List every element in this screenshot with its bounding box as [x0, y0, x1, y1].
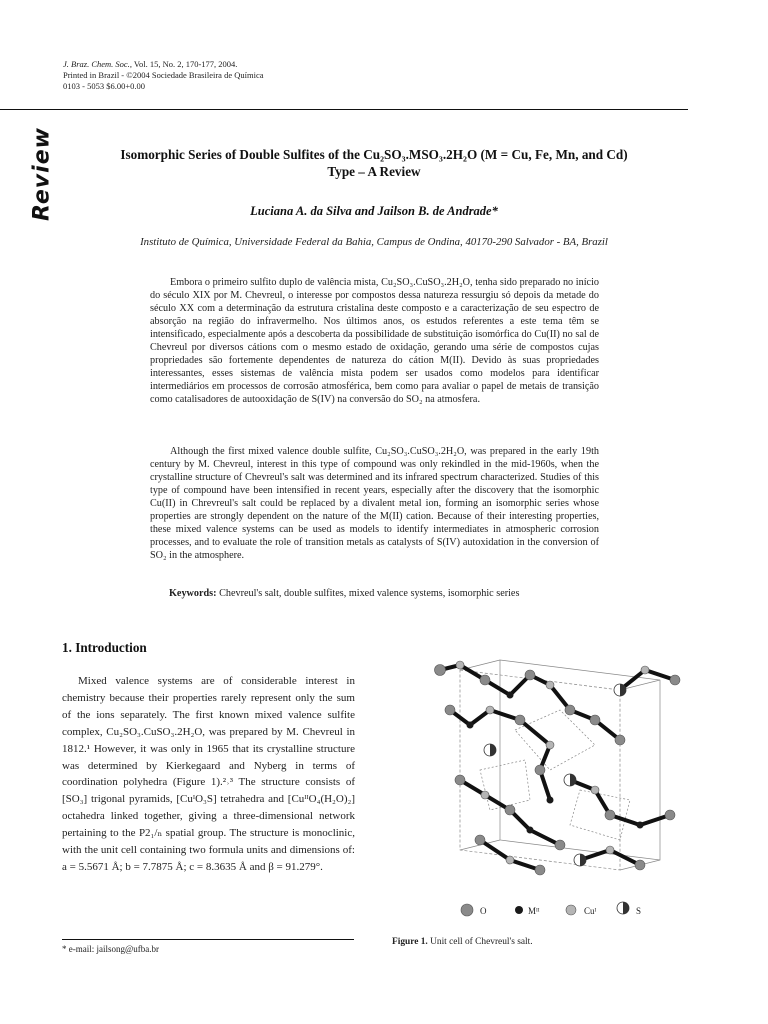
legend-sulfur-label: S	[636, 906, 642, 916]
footnote-email: * e-mail: jailsong@ufba.br	[62, 944, 160, 954]
legend-oxygen-label: O	[480, 906, 487, 916]
figure-unit-cell	[420, 650, 710, 930]
legend-oxygen-icon	[461, 904, 473, 916]
footnote-rule	[62, 939, 354, 940]
legend-copper-icon	[566, 905, 576, 915]
title-line-1: Isomorphic Series of Double Sulfites of the Cu₂SO₃.MSO₃.2H₂O (M = Cu, Fe, Mn, and Cd)	[120, 147, 628, 162]
abstract-english: Although the first mixed valence double sulfite, Cu₂SO₃.CuSO₃.2H₂O, was prepared in the early 19th century by M. Chevreul, interest in this type of compound was only rekindled in the mid-1960s, when the crystalline structure of Chevreul's salt was determined and its infrared spectrum characterized. Studies of this type of compound have been intensified in recent years, especially after the discovery that the isomorphic Cu(II) in Chrevreul's salt could be replaced by a divalent metal ion, forming an isomorphic series whose properties are strongly dependent on the nature of the M(II) cation. Because of their interesting properties, these mixed valence systems can be used as models to identify intermediates in atmospheric corrosion processes, and to evaluate the role of transition metals as catalysts of S(IV) autoxidation in the conversion of SO₂ in the atmosphere.	[150, 446, 599, 561]
keywords-text: Chevreul's salt, double sulfites, mixed valence systems, isomorphic series	[216, 588, 520, 599]
introduction-paragraph: Mixed valence systems are of considerable interest in chemistry because their properties rarely represent only the sum of the ions separately. The first known mixed valence sulfite complex, Cu₂SO₃.CuSO₃.2H₂O, was prepared by M. Chevreul in 1812.¹ However, it was only in 1965 that its crystalline structure was determined by Kierkegaard and Nyberg in terms of coordination polyhedra (Figure 1).²˒³ The structure consists of [SO₃] trigonal pyramids, [CuᴵO₃S] tetrahedra and [CuᴵᴵO₄(H₂O)₂] octahedra linked together, giving a three-dimensional network pertaining to the P2₁/ₙ spatial group. The structure is monoclinic, with the unit cell containing two formula units and dimensions of: a = 5.5671 Å; b = 7.7875 Å; c = 8.3635 Å and β = 91.279°.	[62, 675, 355, 873]
keywords-label: Keywords:	[169, 588, 217, 599]
legend-metal-label: Mᴵᴵ	[528, 906, 540, 916]
crystal-structure-diagram	[420, 650, 710, 930]
affiliation: Instituto de Química, Universidade Federal da Bahia, Campus de Ondina, 40170-290 Salvador - BA, Brazil	[140, 236, 608, 248]
section-tab-label: Review	[29, 127, 55, 221]
keywords	[169, 588, 519, 599]
journal-citation: , Vol. 15, No. 2, 170-177, 2004.	[129, 59, 238, 69]
journal-header	[63, 59, 264, 92]
abstract-portuguese: Embora o primeiro sulfito duplo de valência mista, Cu₂SO₃.CuSO₃.2H₂O, tenha sido preparado no início do século XIX por M. Chevreul, o interesse por compostos dessa natureza ressurgiu só depois da metade do século XX com a determinação da estrutura cristalina deste composto e a caracterização de seu espectro de absorção na região do infravermelho. Nos últimos anos, os estudos referentes a este tema têm se intensificado, especialmente após a descoberta da possibilidade de substituição isomórfica do Cu(II) no sal de Chevreul por diversos cátions com o mesmo estado de oxidação, gerando uma série de compostos cujas propriedades são fortemente dependentes de natureza do cátion M(II). Devido às suas propriedades interessantes, esses sistemas de valência mista podem ser usados como modelos para identificar intermediários em processos de corrosão atmosférica, bem como para avaliar o papel de metais de transição como catalisadores de autooxidação de S(IV) na conversão do SO₂ na atmosfera.	[150, 277, 599, 405]
authors: Luciana A. da Silva and Jailson B. de Andrade*	[250, 204, 498, 218]
figure-caption	[392, 937, 533, 947]
section-tab	[22, 124, 62, 224]
legend-metal-icon	[515, 906, 523, 914]
issn-line: 0103 - 5053 $6.00+0.00	[63, 81, 145, 91]
caption-text: Unit cell of Chevreul's salt.	[427, 937, 533, 947]
figure-legend	[461, 902, 641, 916]
journal-name: J. Braz. Chem. Soc.	[63, 59, 130, 69]
header-rule	[0, 109, 688, 110]
printed-line: Printed in Brazil - ©2004 Sociedade Brasileira de Química	[63, 70, 264, 80]
introduction-heading: 1. Introduction	[62, 640, 147, 655]
title-line-2: Type – A Review	[327, 164, 421, 179]
legend-copper-label: Cuᴵ	[584, 906, 597, 916]
caption-label: Figure 1.	[392, 937, 428, 947]
article-title	[60, 146, 688, 180]
